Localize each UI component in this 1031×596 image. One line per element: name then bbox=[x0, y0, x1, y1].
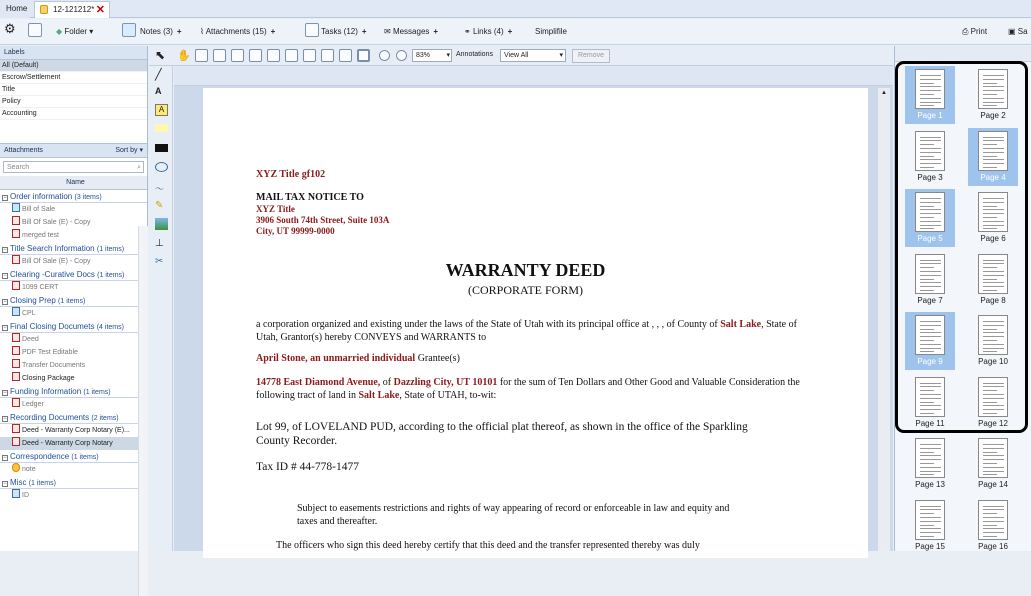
attachment-group-count: (1 items) bbox=[58, 298, 86, 305]
doc-mail-to: MAIL TAX NOTICE TO bbox=[256, 192, 364, 203]
page-thumbnail[interactable] bbox=[968, 435, 1018, 493]
folder-button[interactable]: ◆ Folder ▾ bbox=[56, 27, 94, 36]
envelope-icon: ✉ bbox=[384, 27, 391, 36]
document-page bbox=[203, 88, 868, 558]
attachment-item[interactable] bbox=[0, 307, 147, 320]
link-icon: ⚭ bbox=[464, 27, 471, 36]
page-thumbnail-label: Page 2 bbox=[980, 111, 1006, 120]
search-input[interactable]: Search ⌕ bbox=[3, 161, 144, 173]
close-icon[interactable]: ✕ bbox=[95, 4, 105, 16]
document-icon[interactable] bbox=[357, 49, 370, 62]
attachment-group[interactable] bbox=[0, 450, 147, 463]
collapse-icon[interactable]: − bbox=[3, 247, 7, 253]
freehand-tool-icon[interactable]: 〜 bbox=[155, 184, 165, 194]
print-button[interactable]: ⎙ Print bbox=[962, 27, 988, 36]
signature-tool-icon[interactable]: ✂ bbox=[155, 256, 164, 267]
save-icon: ▣ bbox=[1008, 27, 1016, 36]
label-item[interactable]: All (Default) bbox=[0, 60, 147, 72]
top-tab-bar bbox=[0, 0, 1031, 18]
document-scrollbar[interactable] bbox=[878, 88, 890, 551]
attachment-item[interactable] bbox=[0, 398, 147, 411]
tasks-icon bbox=[305, 23, 319, 37]
page-thumbnail-label: Page 12 bbox=[978, 418, 1008, 428]
image-file-icon bbox=[12, 489, 20, 498]
pdf-file-icon bbox=[12, 424, 20, 433]
collapse-icon[interactable]: − bbox=[3, 481, 7, 487]
attachment-item[interactable] bbox=[0, 333, 147, 346]
name-column-header[interactable]: Name bbox=[0, 176, 147, 190]
links-button[interactable]: ⚭ Links (4) + bbox=[464, 27, 513, 36]
attachment-item[interactable] bbox=[0, 281, 147, 294]
attachment-group-name: Title Search Information bbox=[10, 244, 95, 253]
page-thumbnail-label: Page 15 bbox=[915, 541, 945, 551]
attachment-item-label: Bill Of Sale (E) - Copy bbox=[22, 258, 91, 265]
attachment-group-name: Recording Documents bbox=[10, 413, 90, 422]
attachment-group[interactable] bbox=[0, 385, 147, 398]
page-thumbnail-image bbox=[978, 500, 1008, 540]
doc-officers: The officers who sign this deed hereby certify that this deed and the transfer represented thereby was duly bbox=[276, 540, 700, 551]
viewer-toolbar bbox=[149, 46, 893, 66]
page-thumbnail-label: Page 5 bbox=[917, 234, 943, 243]
image-file-icon bbox=[12, 203, 20, 212]
attachments-button[interactable]: ⌇ Attachments (15) + bbox=[200, 27, 276, 36]
ellipse-tool-icon[interactable] bbox=[155, 162, 168, 172]
attachment-group-name: Correspondence bbox=[10, 452, 70, 461]
note-file-icon bbox=[12, 463, 20, 472]
simplifile-button[interactable]: Simplifile bbox=[535, 27, 568, 36]
attachment-group[interactable] bbox=[0, 411, 147, 424]
tab-home[interactable]: Home bbox=[0, 1, 30, 18]
pdf-file-icon bbox=[12, 372, 20, 381]
attachment-group-name: Order information bbox=[10, 192, 73, 201]
attachment-group-count: (1 items) bbox=[71, 454, 99, 461]
page-thumbnail-label: Page 8 bbox=[980, 295, 1006, 305]
attachment-item[interactable] bbox=[0, 346, 147, 359]
attachment-item-label: Ledger bbox=[22, 401, 44, 408]
page-thumbnail-image bbox=[978, 438, 1008, 478]
attachment-item[interactable] bbox=[0, 437, 147, 450]
pdf-file-icon bbox=[12, 359, 20, 368]
attachment-group-name: Final Closing Documets bbox=[10, 322, 95, 331]
pdf-file-icon bbox=[12, 398, 20, 407]
page-thumbnail[interactable] bbox=[968, 497, 1018, 555]
tasks-button[interactable]: Tasks (12) + bbox=[321, 27, 367, 36]
label-item[interactable]: Policy bbox=[0, 96, 147, 108]
pdf-file-icon bbox=[12, 346, 20, 355]
redact-tool-icon[interactable] bbox=[155, 144, 168, 152]
attachment-group-count: (1 items) bbox=[28, 480, 56, 487]
page-icon[interactable] bbox=[339, 49, 352, 62]
attachment-item[interactable] bbox=[0, 424, 147, 437]
tab-file[interactable] bbox=[34, 1, 110, 18]
collapse-icon[interactable]: − bbox=[3, 299, 7, 305]
attachment-group-name: Funding Information bbox=[10, 387, 82, 396]
page-thumbnail-image bbox=[915, 500, 945, 540]
doc-tax-id: Tax ID # 44-778-1477 bbox=[256, 461, 359, 473]
search-icon: ⌕ bbox=[137, 164, 141, 171]
attachments-tree bbox=[0, 190, 147, 502]
pdf-file-icon bbox=[12, 216, 20, 225]
attachment-group-count: (2 items) bbox=[91, 415, 119, 422]
attachment-item[interactable] bbox=[0, 359, 147, 372]
left-scrollbar[interactable] bbox=[138, 226, 148, 596]
attachment-group[interactable] bbox=[0, 242, 147, 255]
remove-button[interactable]: Remove bbox=[572, 49, 610, 63]
messages-button[interactable]: ✉ Messages + bbox=[384, 27, 439, 36]
attachment-item-label: merged test bbox=[22, 232, 59, 239]
attachment-item-label: ID bbox=[22, 492, 29, 499]
text-tool-icon[interactable]: A bbox=[155, 86, 162, 96]
attachment-item[interactable] bbox=[0, 255, 147, 268]
zoom-in-icon[interactable] bbox=[396, 50, 407, 61]
annotation-tools bbox=[149, 66, 173, 551]
multi-page-icon[interactable] bbox=[321, 49, 334, 62]
line-tool-icon[interactable]: ╱ bbox=[155, 69, 162, 81]
doc-paragraph-1: a corporation organized and existing under the laws of the State of Utah with its principal office at , , , of County of Salt Lake, State of Utah, Grantor(s) hereby CONVEYS and WARRANTS to bbox=[256, 319, 797, 343]
attachment-item-label: Closing Package bbox=[22, 375, 75, 382]
label-item[interactable]: Escrow/Settlement bbox=[0, 72, 147, 84]
attachment-item[interactable] bbox=[0, 372, 147, 385]
fit-icon[interactable] bbox=[195, 49, 208, 62]
doc-addr1: XYZ Title bbox=[256, 204, 295, 214]
attachment-group-count: (1 items) bbox=[83, 389, 111, 396]
attachment-group[interactable] bbox=[0, 268, 147, 281]
doc-lot: Lot 99, of LOVELAND PUD, according to the official plat thereof, as shown in the office of the Sparkling County Recorder. bbox=[256, 421, 748, 447]
collapse-icon[interactable]: − bbox=[3, 195, 7, 201]
zoom-select[interactable]: 83% ▾ bbox=[412, 49, 452, 62]
doc-subtitle: (CORPORATE FORM) bbox=[467, 283, 584, 297]
pdf-file-icon bbox=[12, 437, 20, 446]
page-thumbnail-label: Page 1 bbox=[917, 111, 943, 120]
pan-hand-icon[interactable]: ✋ bbox=[177, 50, 191, 62]
highlight-text-tool-icon[interactable]: A bbox=[155, 104, 168, 116]
collapse-icon[interactable]: − bbox=[3, 325, 7, 331]
collapse-icon[interactable]: − bbox=[3, 390, 7, 396]
fit-height-icon[interactable] bbox=[231, 49, 244, 62]
fit-width-icon[interactable] bbox=[213, 49, 226, 62]
sort-by-button[interactable]: Sort by ▾ bbox=[115, 147, 143, 154]
doc-subject: Subject to easements restrictions and rights of way appearing of record or enforceable in law and equity and taxes and thereafter. bbox=[297, 503, 730, 527]
attachment-item-label: CPL bbox=[22, 310, 36, 317]
highlight-frame bbox=[895, 61, 1028, 433]
annotations-label: Annotations bbox=[456, 51, 493, 58]
rotate-icon[interactable] bbox=[267, 49, 280, 62]
annotations-select[interactable]: View All ▾ bbox=[500, 49, 566, 62]
attachment-item-label: Deed bbox=[22, 336, 39, 343]
page-thumbnail-label: Page 14 bbox=[978, 480, 1008, 489]
label-item[interactable]: Accounting bbox=[0, 108, 147, 120]
left-panel bbox=[0, 46, 148, 551]
pencil-tool-icon[interactable]: ✎ bbox=[155, 200, 164, 211]
collapse-icon[interactable]: − bbox=[3, 273, 7, 279]
viewer-ruler bbox=[174, 66, 893, 86]
page-thumbnail-label: Page 9 bbox=[917, 357, 943, 366]
sticky-note-tool-icon[interactable] bbox=[155, 124, 168, 132]
save-button[interactable]: ▣ Sa bbox=[1008, 27, 1028, 36]
doc-addr2: 3906 South 74th Street, Suite 103A bbox=[256, 215, 390, 225]
single-page-icon[interactable] bbox=[303, 49, 316, 62]
collapse-icon[interactable]: − bbox=[3, 416, 7, 422]
attachment-group[interactable] bbox=[0, 476, 147, 489]
image-file-icon bbox=[12, 307, 20, 316]
page-thumbnail-image bbox=[915, 438, 945, 478]
attachment-item-label: note bbox=[22, 466, 36, 473]
rotate-right-icon[interactable] bbox=[285, 49, 298, 62]
notes-button[interactable]: Notes (3) + bbox=[140, 27, 182, 36]
attachment-item[interactable] bbox=[0, 216, 147, 229]
attachment-group[interactable] bbox=[0, 190, 147, 203]
attachment-group-count: (1 items) bbox=[96, 246, 125, 253]
zoom-out-icon[interactable] bbox=[379, 50, 390, 61]
page-thumbnail-label: Page 6 bbox=[980, 234, 1006, 243]
actual-size-icon[interactable] bbox=[249, 49, 262, 62]
attachment-item[interactable] bbox=[0, 203, 147, 216]
attachment-group-count: (4 items) bbox=[96, 324, 124, 331]
printer-icon: ⎙ bbox=[962, 27, 969, 36]
settings-icon[interactable]: ⚙ bbox=[4, 21, 16, 36]
stamp-tool-icon[interactable]: ⊥ bbox=[155, 238, 164, 249]
page-thumbnail-label: Page 11 bbox=[915, 418, 945, 428]
page-thumbnail-label: Page 13 bbox=[915, 480, 945, 489]
attachment-item[interactable] bbox=[0, 229, 147, 242]
paperclip-icon: ⌇ bbox=[200, 27, 204, 36]
page-thumbnail-label: Page 4 bbox=[980, 172, 1006, 182]
select-arrow-icon[interactable]: ⬉ bbox=[155, 48, 166, 62]
attachment-group[interactable] bbox=[0, 294, 147, 307]
collapse-icon[interactable]: − bbox=[3, 455, 7, 461]
attachment-item-label: Bill of Sale bbox=[22, 206, 56, 213]
pdf-file-icon bbox=[12, 333, 20, 342]
page-thumbnail-label: Page 3 bbox=[917, 172, 943, 182]
attachment-item[interactable] bbox=[0, 489, 147, 502]
main-toolbar bbox=[0, 19, 1031, 45]
page-thumbnail[interactable] bbox=[905, 497, 955, 555]
attachment-group-name: Misc bbox=[10, 478, 27, 487]
pdf-file-icon bbox=[12, 255, 20, 264]
pdf-file-icon bbox=[12, 281, 20, 290]
attachment-item-label: 1099 CERT bbox=[22, 284, 59, 291]
attachment-group-name: Clearing -Curative Docs bbox=[10, 270, 95, 279]
page-thumbnail-label: Page 16 bbox=[978, 541, 1008, 551]
page-thumbnail[interactable] bbox=[905, 435, 955, 493]
doc-title: WARRANTY DEED bbox=[445, 260, 606, 280]
attachment-group-name: Closing Prep bbox=[10, 296, 56, 305]
attachment-group-count: (1 items) bbox=[97, 272, 125, 279]
label-item[interactable]: Title bbox=[0, 84, 147, 96]
attachments-header: Attachments Sort by ▾ bbox=[0, 144, 147, 158]
page-thumbnail-label: Page 7 bbox=[917, 295, 943, 305]
attachment-item-label: Deed - Warranty Corp Notary bbox=[22, 440, 113, 447]
attachment-item[interactable] bbox=[0, 463, 147, 476]
image-tool-icon[interactable] bbox=[155, 218, 168, 230]
attachment-group-count: (3 items) bbox=[74, 194, 102, 201]
scroll-up-icon[interactable]: ▲ bbox=[881, 90, 887, 96]
tab-file-label: 12-121212* bbox=[53, 5, 95, 14]
tag-icon: ◆ bbox=[56, 27, 63, 36]
doc-header-line: XYZ Title gf102 bbox=[256, 169, 326, 180]
attachment-group[interactable] bbox=[0, 320, 147, 333]
thumbnail-header bbox=[895, 46, 1031, 62]
attachment-item-label: PDF Test Editable bbox=[22, 349, 78, 356]
page-thumbnail-label: Page 10 bbox=[978, 357, 1008, 366]
attachment-item-label: Bill Of Sale (E) - Copy bbox=[22, 219, 91, 226]
labels-header: Labels bbox=[0, 46, 147, 60]
attachment-item-label: Transfer Documents bbox=[22, 362, 86, 369]
doc-grantee: April Stone, an unmarried individual Grantee(s) bbox=[256, 353, 460, 364]
pdf-file-icon bbox=[12, 229, 20, 238]
monitor-icon[interactable] bbox=[28, 23, 42, 37]
doc-addr3: City, UT 99999-0000 bbox=[256, 226, 335, 236]
notes-icon bbox=[122, 23, 136, 37]
lock-icon bbox=[40, 5, 48, 14]
doc-paragraph-3: 14778 East Diamond Avenue, of Dazzling City, UT 10101 for the sum of Ten Dollars and Other Good and Valuable Consideration the following tract of land in Salt Lake, State of UTAH, to-wit: bbox=[256, 377, 800, 401]
labels-list bbox=[0, 60, 147, 144]
attachment-item-label: Deed - Warranty Corp Notary (E)... bbox=[22, 427, 130, 434]
